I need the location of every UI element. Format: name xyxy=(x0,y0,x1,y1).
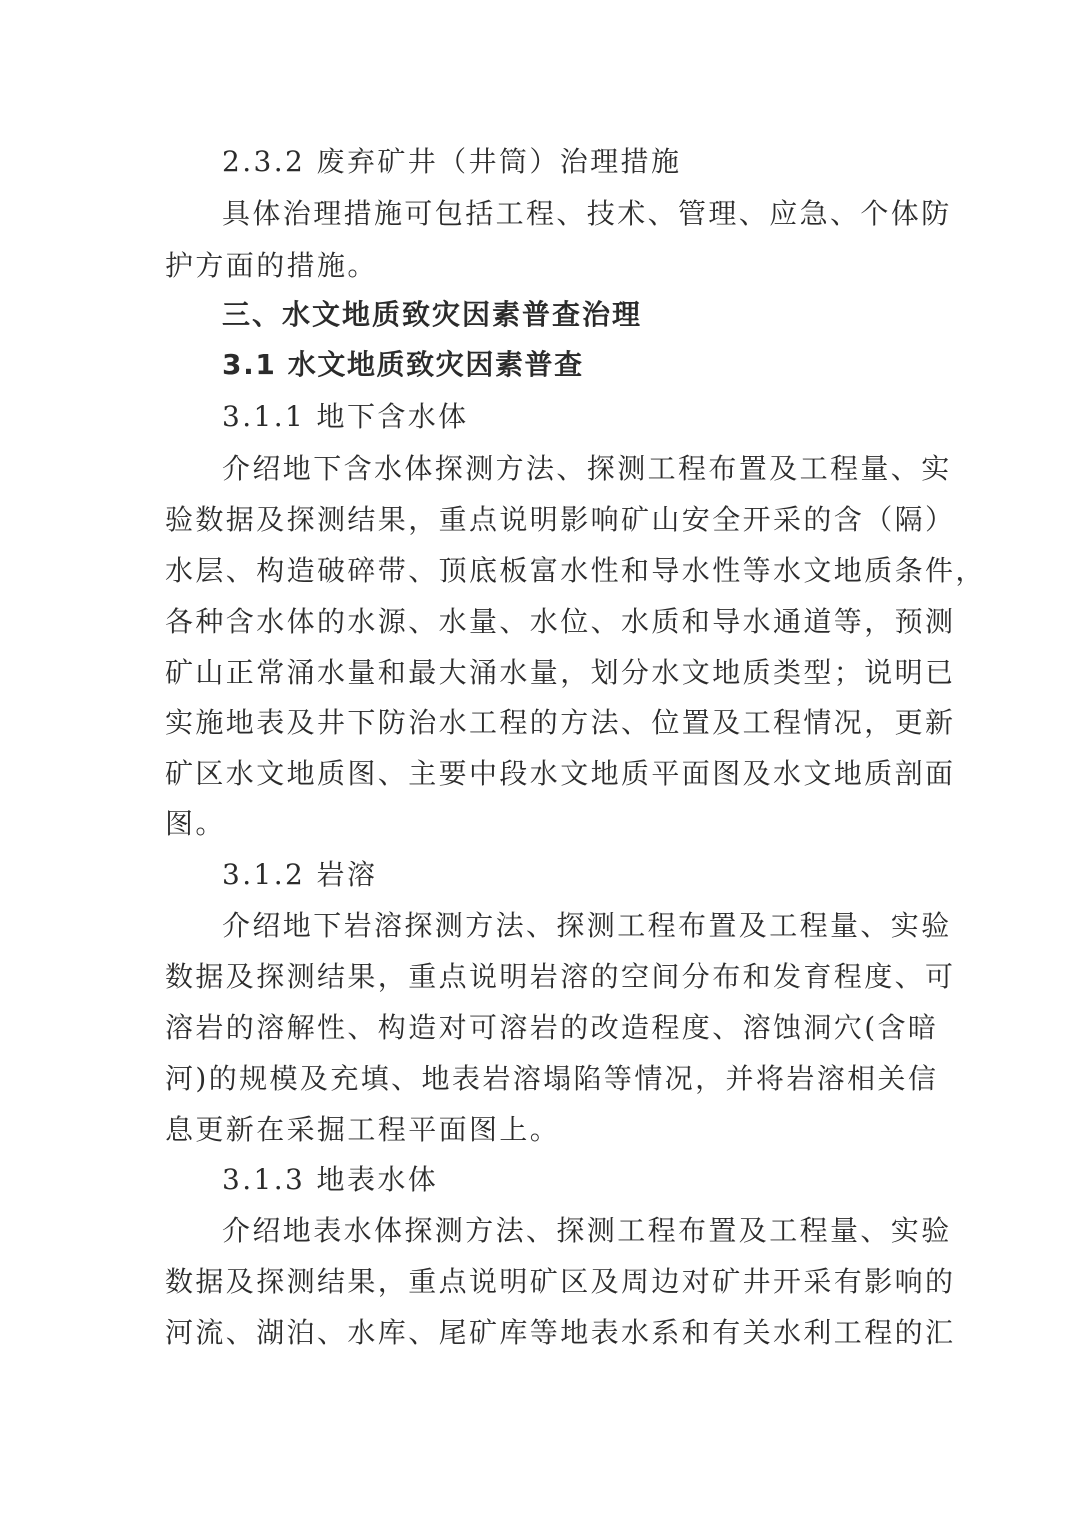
subsection-heading-3-1-3: 3.1.3 地表水体 xyxy=(222,1163,439,1196)
paragraph-line: 具体治理措施可包括工程、技术、管理、应急、个体防 xyxy=(222,197,952,230)
paragraph-line: 各种含水体的水源、水量、水位、水质和导水通道等，预测 xyxy=(165,605,956,638)
paragraph-line: 息更新在采掘工程平面图上。 xyxy=(165,1113,561,1146)
subsection-heading-3-1-2: 3.1.2 岩溶 xyxy=(222,858,378,891)
paragraph-line: 介绍地下岩溶探测方法、探测工程布置及工程量、实验 xyxy=(222,909,952,942)
paragraph-line: 介绍地表水体探测方法、探测工程布置及工程量、实验 xyxy=(222,1214,952,1247)
paragraph-line: 矿区水文地质图、主要中段水文地质平面图及水文地质剖面 xyxy=(165,757,956,790)
section-title-3: 三、水文地质致灾因素普查治理 xyxy=(222,298,643,331)
paragraph-line: 验数据及探测结果，重点说明影响矿山安全开采的含（隔） xyxy=(165,503,956,536)
paragraph-line: 矿山正常涌水量和最大涌水量，划分水文地质类型；说明已 xyxy=(165,656,956,689)
paragraph-line: 图。 xyxy=(165,807,226,840)
paragraph-line: 实施地表及井下防治水工程的方法、位置及工程情况，更新 xyxy=(165,706,956,739)
paragraph-line: 河流、湖泊、水库、尾矿库等地表水系和有关水利工程的汇 xyxy=(165,1316,956,1349)
paragraph-line: 溶岩的溶解性、构造对可溶岩的改造程度、溶蚀洞穴(含暗 xyxy=(165,1011,939,1044)
paragraph-line: 介绍地下含水体探测方法、探测工程布置及工程量、实 xyxy=(222,452,952,485)
subsection-heading-3-1-1: 3.1.1 地下含水体 xyxy=(222,400,469,433)
paragraph-line: 护方面的措施。 xyxy=(165,249,378,282)
paragraph-line: 水层、构造破碎带、顶底板富水性和导水性等水文地质条件， xyxy=(165,554,986,587)
subsection-heading-3-1: 3.1 水文地质致灾因素普查 xyxy=(222,348,584,381)
paragraph-line: 数据及探测结果，重点说明矿区及周边对矿井开采有影响的 xyxy=(165,1265,956,1298)
paragraph-line: 数据及探测结果，重点说明岩溶的空间分布和发育程度、可 xyxy=(165,960,956,993)
paragraph-line: 河)的规模及充填、地表岩溶塌陷等情况，并将岩溶相关信 xyxy=(165,1062,939,1095)
subsection-heading-2-3-2: 2.3.2 废弃矿井（井筒）治理措施 xyxy=(222,145,682,178)
